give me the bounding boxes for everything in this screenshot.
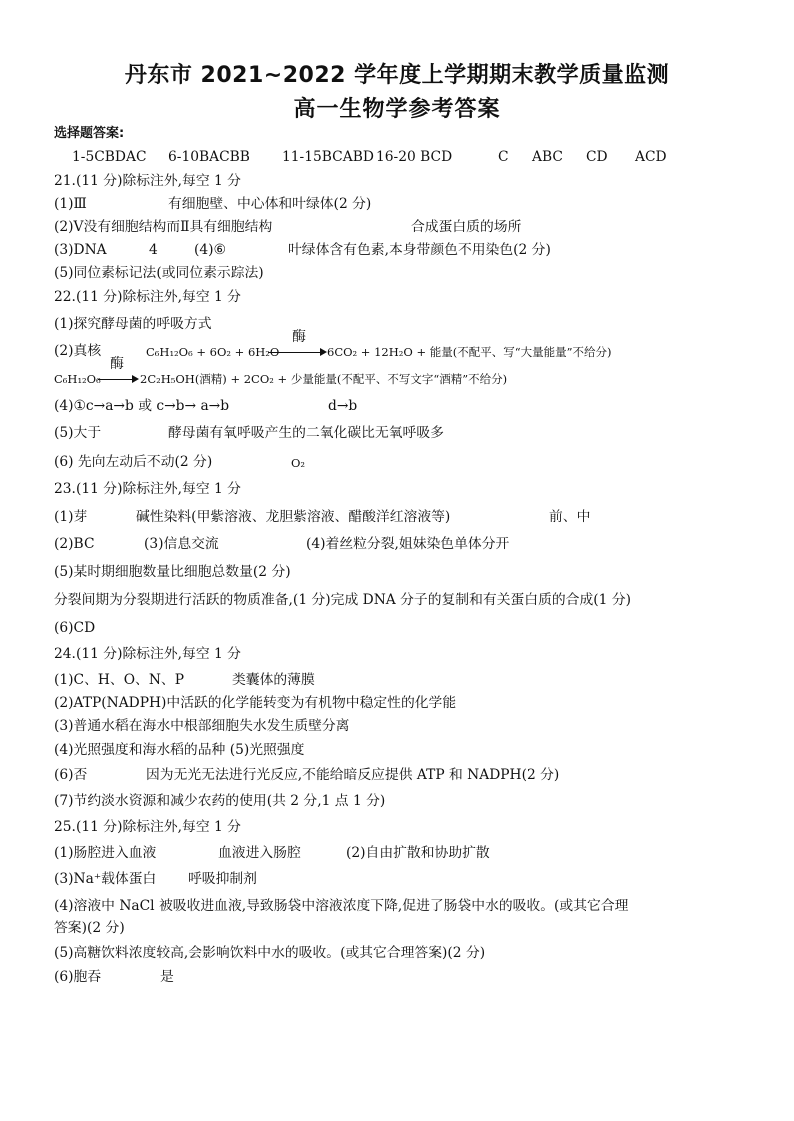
q21-ans-4b: 叶绿体含有色素,本身带颜色不用染色(2 分)	[288, 242, 551, 258]
q25-ans-6b: 是	[160, 969, 174, 985]
q21-ans-3b: 4	[149, 242, 158, 258]
q23-ans-3: (3)信息交流	[144, 536, 219, 552]
mc-answer-19: ACD	[635, 149, 667, 165]
mc-answer-11-15: 11-15BCABD	[282, 149, 374, 165]
q21-ans-3: (3)DNA	[54, 242, 107, 258]
document-title: 丹东市 2021~2022 学年度上学期期末教学质量监测	[124, 63, 670, 88]
q22-ans-6b: O₂	[291, 456, 306, 470]
q23-line-4: 分裂间期为分裂期进行活跃的物质准备,(1 分)完成 DNA 分子的复制和有关蛋白质的合成(1 分)	[54, 592, 632, 608]
q24-line-6: (7)节约淡水资源和减少农药的使用(共 2 分,1 点 1 分)	[54, 793, 386, 809]
q25-ans-1: (1)肠腔进入血液	[54, 845, 157, 861]
mc-answer-18: CD	[586, 149, 608, 165]
anaerobic-equation-reactants: C₆H₁₂O₆	[54, 372, 101, 386]
q21-ans-1b: 有细胞壁、中心体和叶绿体(2 分)	[168, 196, 372, 212]
q21-header: 21.(11 分)除标注外,每空 1 分	[54, 173, 241, 189]
q24-ans-1b: 类囊体的薄膜	[232, 672, 315, 688]
q22-ans-5: (5)大于	[54, 425, 102, 441]
aerobic-equation-reactants: C₆H₁₂O₆ + 6O₂ + 6H₂O	[146, 345, 280, 359]
q21-ans-2: (2)Ⅴ没有细胞结构而Ⅱ具有细胞结构	[54, 219, 273, 235]
q25-line-3: (4)溶液中 NaCl 被吸收进血液,导致肠袋中溶液浓度下降,促进了肠袋中水的吸收。(或其它合理	[54, 898, 629, 914]
q22-ans-5b: 酵母菌有氧呼吸产生的二氧化碳比无氧呼吸多	[168, 425, 444, 441]
q22-ans-6: (6) 先向左动后不动(2 分)	[54, 454, 213, 470]
mc-label: 选择题答案:	[54, 126, 125, 141]
q24-header: 24.(11 分)除标注外,每空 1 分	[54, 646, 241, 662]
q24-line-3: (3)普通水稻在海水中根部细胞失水发生质壁分离	[54, 718, 350, 734]
q23-ans-1: (1)芽	[54, 509, 88, 525]
q23-ans-1c: 前、中	[549, 509, 591, 525]
q24-ans-6: (6)否	[54, 767, 88, 783]
q25-ans-3: (3)Na⁺载体蛋白	[54, 871, 157, 887]
q25-line-5: (5)高糖饮料浓度较高,会影响饮料中水的吸收。(或其它合理答案)(2 分)	[54, 945, 486, 961]
mc-answer-6-10: 6-10BACBB	[168, 149, 250, 165]
q24-ans-1: (1)C、H、O、N、P	[54, 672, 184, 688]
q22-ans-4b: d→b	[328, 398, 358, 414]
q22-line-1: (1)探究酵母菌的呼吸方式	[54, 316, 212, 332]
q25-ans-2: (2)自由扩散和协助扩散	[346, 845, 490, 861]
q25-ans-1b: 血液进入肠腔	[218, 845, 301, 861]
aerobic-equation-products: 6CO₂ + 12H₂O + 能量(不配平、写“大量能量”不给分)	[327, 345, 612, 359]
q23-line-5: (6)CD	[54, 620, 96, 636]
arrow-head-icon	[320, 348, 327, 356]
reaction-arrow	[98, 379, 134, 380]
q23-line-3: (5)某时期细胞数量比细胞总数量(2 分)	[54, 564, 291, 580]
mc-answer-17: ABC	[532, 149, 563, 165]
mc-answer-16: C	[498, 149, 509, 165]
anaerobic-equation-products: 2C₂H₅OH(酒精) + 2CO₂ + 少量能量(不配平、不写文字“酒精”不给分)	[140, 372, 508, 386]
q24-line-2: (2)ATP(NADPH)中活跃的化学能转变为有机物中稳定性的化学能	[54, 695, 457, 711]
document-subtitle: 高一生物学参考答案	[293, 97, 501, 122]
enzyme-label: 酶	[110, 356, 124, 372]
enzyme-label: 酶	[292, 329, 306, 345]
q22-ans-4: (4)①c→a→b 或 c→b→ a→b	[54, 398, 230, 414]
q25-header: 25.(11 分)除标注外,每空 1 分	[54, 819, 241, 835]
q24-ans-6b: 因为无光无法进行光反应,不能给暗反应提供 ATP 和 NADPH(2 分)	[146, 767, 560, 783]
q21-ans-1: (1)Ⅲ	[54, 196, 87, 212]
arrow-head-icon	[132, 375, 139, 383]
q23-ans-2: (2)BC	[54, 536, 95, 552]
q25-line-4: 答案)(2 分)	[54, 920, 125, 936]
q21-ans-4: (4)⑥	[194, 242, 226, 258]
q21-line-4: (5)同位素标记法(或同位素示踪法)	[54, 265, 264, 281]
q24-line-4: (4)光照强度和海水稻的品种 (5)光照强度	[54, 742, 305, 758]
q25-ans-6: (6)胞吞	[54, 969, 102, 985]
q23-ans-1b: 碱性染料(甲紫溶液、龙胆紫溶液、醋酸洋红溶液等)	[136, 509, 451, 525]
q21-ans-2b: 合成蛋白质的场所	[411, 219, 522, 235]
q25-ans-3b: 呼吸抑制剂	[188, 871, 257, 887]
q23-ans-4: (4)着丝粒分裂,姐妹染色单体分开	[306, 536, 510, 552]
q22-header: 22.(11 分)除标注外,每空 1 分	[54, 289, 241, 305]
q22-ans-2: (2)真核	[54, 343, 102, 359]
q23-header: 23.(11 分)除标注外,每空 1 分	[54, 481, 241, 497]
reaction-arrow	[268, 352, 322, 353]
mc-answer-1-5: 1-5CBDAC	[72, 149, 147, 165]
mc-answer-16-20: 16-20 BCD	[376, 149, 453, 165]
